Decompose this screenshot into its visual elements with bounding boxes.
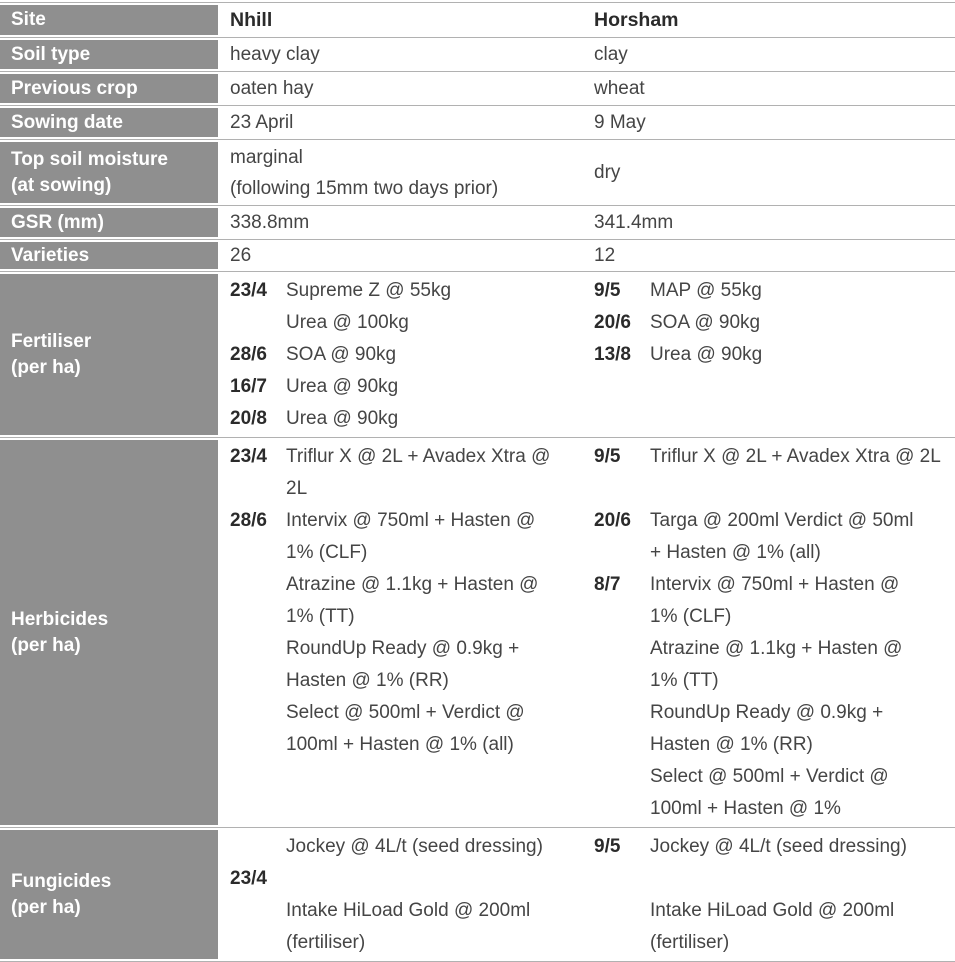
- entry-text: Urea @ 90kg: [286, 408, 399, 429]
- horsham-cell: [588, 140, 955, 205]
- cell-value: dry: [594, 162, 621, 183]
- table-row-varieties: [0, 239, 955, 271]
- entry-text: Targa @ 200ml Verdict @ 50ml + Hasten @ 1% (all): [650, 510, 914, 563]
- cell-value: 9 May: [594, 112, 646, 133]
- entry-date: 20/8: [230, 408, 267, 429]
- entry-date: 9/5: [594, 836, 621, 857]
- schedule-entry: [230, 863, 588, 895]
- entry-text: Atrazine @ 1.1kg + Hasten @ 1% (TT): [286, 574, 539, 627]
- nhill-cell: [224, 3, 588, 37]
- cell-value: 341.4mm: [594, 212, 674, 233]
- nhill-cell: [224, 140, 588, 205]
- schedule-entry: [230, 895, 588, 959]
- nhill-cell: [224, 438, 588, 827]
- row-label-text: Soil type: [11, 43, 91, 65]
- schedule-entry: [594, 697, 955, 761]
- row-label: [0, 830, 218, 959]
- site-name-nhill: Nhill: [230, 8, 273, 31]
- schedule-entry: [594, 339, 955, 371]
- entry-date: 13/8: [594, 344, 631, 365]
- row-label: [0, 40, 218, 69]
- nhill-cell: [224, 106, 588, 139]
- entry-date: 9/5: [594, 280, 621, 301]
- row-label-text: Varieties: [11, 244, 90, 266]
- row-label: [0, 5, 218, 35]
- horsham-cell: [588, 206, 955, 239]
- table-row-fungicides: [0, 827, 955, 961]
- row-label-text: Fertiliser: [11, 330, 92, 352]
- schedule-entry: [230, 831, 588, 863]
- schedule-entry: [230, 697, 588, 761]
- schedule-entry: [594, 275, 955, 307]
- horsham-cell: [588, 106, 955, 139]
- row-label-text: Top soil moisture: [11, 148, 168, 170]
- horsham-cell: [588, 438, 955, 827]
- table-row-top-soil-moisture: [0, 139, 955, 205]
- entry-text: Urea @ 90kg: [650, 344, 763, 365]
- entry-text: Intake HiLoad Gold @ 200ml (fertiliser): [650, 900, 895, 953]
- entry-date: [230, 831, 286, 863]
- table-row-previous-crop: [0, 71, 955, 105]
- table-row-sowing-date: [0, 105, 955, 139]
- entry-date: [230, 895, 286, 959]
- entry-text: RoundUp Ready @ 0.9kg + Hasten @ 1% (RR): [650, 702, 884, 755]
- entry-text: Triflur X @ 2L + Avadex Xtra @ 2L: [286, 446, 551, 499]
- horsham-cell: [588, 3, 955, 37]
- row-sublabel-text: (at sowing): [11, 174, 112, 196]
- table-row-soil-type: [0, 37, 955, 71]
- entry-date: [230, 697, 286, 761]
- entry-text: Atrazine @ 1.1kg + Hasten @ 1% (TT): [650, 638, 903, 691]
- entry-text: MAP @ 55kg: [650, 280, 762, 301]
- schedule-entry: [594, 505, 955, 569]
- horsham-cell: [588, 38, 955, 71]
- entry-text: Intervix @ 750ml + Hasten @ 1% (CLF): [650, 574, 900, 627]
- entry-date: [230, 569, 286, 633]
- row-sublabel-text: (per ha): [11, 896, 81, 918]
- entry-date: 23/4: [230, 280, 267, 301]
- trial-details-table: [0, 2, 955, 962]
- row-label-text: Site: [11, 9, 46, 30]
- row-label: [0, 108, 218, 137]
- table-row-site: [0, 2, 955, 37]
- schedule-entry: [594, 761, 955, 825]
- row-label-text: Herbicides: [11, 608, 109, 630]
- entry-text: Jockey @ 4L/t (seed dressing): [650, 836, 907, 857]
- entry-text: Select @ 500ml + Verdict @ 100ml + Hasten @ 1% (all): [286, 702, 525, 755]
- row-label: [0, 274, 218, 435]
- nhill-cell: [224, 38, 588, 71]
- entry-date: 9/5: [594, 446, 621, 467]
- nhill-cell: [224, 72, 588, 105]
- entry-text: [286, 863, 588, 895]
- cell-value-line2: (following 15mm two days prior): [230, 177, 499, 199]
- schedule-entry: [594, 307, 955, 339]
- entry-text: Select @ 500ml + Verdict @ 100ml + Hasten @ 1%: [650, 766, 889, 819]
- row-label: [0, 142, 218, 203]
- horsham-cell: [588, 828, 955, 961]
- schedule-entry: [594, 569, 955, 633]
- schedule-entry: [594, 441, 955, 505]
- cell-value: heavy clay: [230, 44, 320, 65]
- cell-value: wheat: [594, 78, 645, 99]
- entry-date: [594, 895, 650, 959]
- schedule-entry: [230, 371, 588, 403]
- cell-value: 23 April: [230, 112, 294, 133]
- entry-date: 20/6: [594, 510, 631, 531]
- entry-text: Supreme Z @ 55kg Urea @ 100kg: [286, 280, 452, 333]
- entry-date: [594, 633, 650, 697]
- cell-value: 338.8mm: [230, 212, 310, 233]
- nhill-cell: [224, 272, 588, 437]
- horsham-cell: [588, 272, 955, 437]
- row-label: [0, 74, 218, 103]
- row-label-text: Sowing date: [11, 111, 123, 133]
- horsham-cell: [588, 72, 955, 105]
- schedule-entry: [594, 633, 955, 697]
- entry-text: Triflur X @ 2L + Avadex Xtra @ 2L: [650, 446, 941, 467]
- entry-date: 23/4: [230, 446, 267, 467]
- schedule-entry: [230, 403, 588, 435]
- cell-value: 12: [594, 245, 616, 266]
- cell-value: oaten hay: [230, 78, 314, 99]
- entry-text: Intake HiLoad Gold @ 200ml (fertiliser): [286, 900, 531, 953]
- schedule-entry: [594, 895, 955, 959]
- cell-value: 26: [230, 245, 252, 266]
- row-label: [0, 208, 218, 237]
- row-sublabel-text: (per ha): [11, 356, 81, 378]
- horsham-cell: [588, 240, 955, 271]
- entry-date: [230, 633, 286, 697]
- cell-value: marginal: [230, 146, 303, 168]
- site-name-horsham: Horsham: [594, 8, 679, 31]
- entry-text: SOA @ 90kg: [286, 344, 397, 365]
- entry-date: 8/7: [594, 574, 621, 595]
- nhill-cell: [224, 828, 588, 961]
- entry-date: 16/7: [230, 376, 267, 397]
- entry-text: Intervix @ 750ml + Hasten @ 1% (CLF): [286, 510, 536, 563]
- entry-text: SOA @ 90kg: [650, 312, 761, 333]
- row-label-text: Previous crop: [11, 77, 138, 99]
- table-row-herbicides: [0, 437, 955, 827]
- entry-date: [594, 761, 650, 825]
- table-row-gsr: [0, 205, 955, 239]
- entry-text: Jockey @ 4L/t (seed dressing): [286, 836, 543, 857]
- entry-date: 23/4: [230, 868, 267, 889]
- schedule-entry: [230, 569, 588, 633]
- row-label: [0, 440, 218, 825]
- entry-date: 28/6: [230, 510, 267, 531]
- row-label-text: Fungicides: [11, 870, 112, 892]
- entry-date: 20/6: [594, 312, 631, 333]
- row-label-text: GSR (mm): [11, 211, 104, 233]
- schedule-entry: [230, 275, 588, 339]
- row-label: [0, 242, 218, 269]
- entry-text: Urea @ 90kg: [286, 376, 399, 397]
- schedule-entry: [230, 339, 588, 371]
- schedule-entry: [230, 505, 588, 569]
- entry-date: [594, 697, 650, 761]
- cell-value: clay: [594, 44, 628, 65]
- nhill-cell: [224, 240, 588, 271]
- entry-text: RoundUp Ready @ 0.9kg + Hasten @ 1% (RR): [286, 638, 520, 691]
- schedule-entry: [230, 633, 588, 697]
- schedule-entry: [594, 831, 955, 895]
- table-row-fertiliser: [0, 271, 955, 437]
- row-sublabel-text: (per ha): [11, 634, 81, 656]
- nhill-cell: [224, 206, 588, 239]
- schedule-entry: [230, 441, 588, 505]
- entry-date: 28/6: [230, 344, 267, 365]
